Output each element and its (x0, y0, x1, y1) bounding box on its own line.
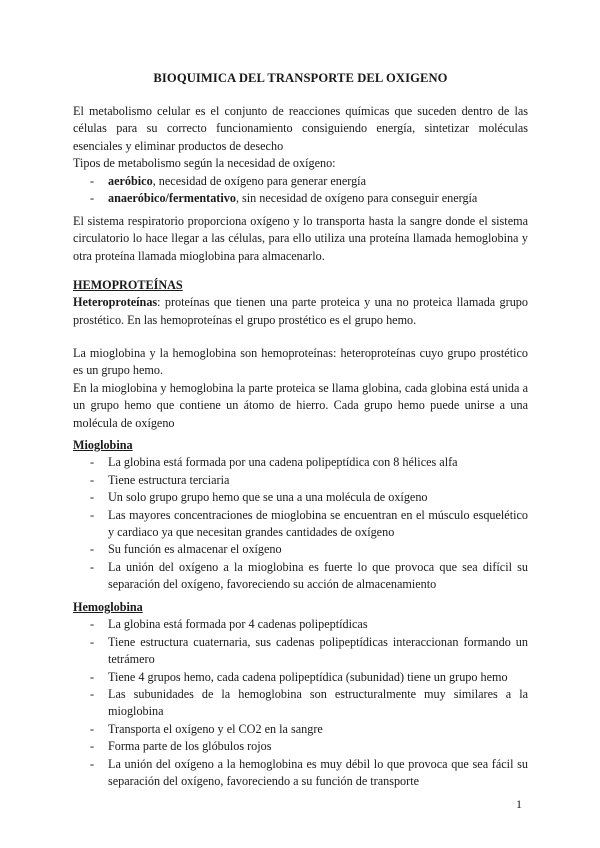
list-item-text: Tiene 4 grupos hemo, cada cadena polipeptídica (subunidad) tiene un grupo hemo (108, 669, 508, 684)
list-item (73, 454, 528, 471)
list-dash: - (90, 739, 95, 754)
heteroproteinas-definition (73, 294, 528, 329)
globina-paragraph: En la mioglobina y hemoglobina la parte proteica se llama globina, cada globina está unida a un grupo hemo que contiene un átomo de hierro. Cada grupo hemo puede unirse a una molécula de oxígeno (73, 380, 528, 430)
list-item (73, 489, 528, 506)
list-item (73, 756, 528, 791)
list-dash: - (90, 669, 95, 684)
list-dash: - (90, 617, 95, 632)
intro-paragraph: El metabolismo celular es el conjunto de reacciones químicas que suceden dentro de las células para su correcto funcionamiento consiguiendo energía, sintetizar moléculas esenciales y eliminar productos de desecho (73, 104, 528, 153)
list-item-text: La globina está formada por una cadena polipeptídica con 8 hélices alfa (108, 455, 458, 470)
list-dash: - (90, 687, 95, 702)
definition-term: Heteroproteínas (73, 295, 158, 310)
hemoproteinas-section (73, 277, 528, 329)
list-dash: - (90, 756, 95, 771)
intro-section (73, 103, 528, 207)
list-item (73, 559, 528, 594)
list-item-text: Un solo grupo grupo hemo que se una a una molécula de oxígeno (108, 490, 428, 505)
list-item-text: Las subunidades de la hemoglobina son estructuralmente muy similares a la mioglobina (108, 687, 528, 719)
list-item (73, 634, 528, 669)
hemoproteinas-paragraph: La mioglobina y la hemoglobina son hemoproteínas: heteroproteínas cuyo grupo prostético es un grupo hemo. (73, 346, 528, 378)
metabolism-types-list (73, 173, 528, 208)
list-item-text: Tiene estructura cuaternaria, sus cadenas polipeptídicas interaccionan formando un tetrámero (108, 634, 528, 667)
list-item (73, 738, 528, 755)
list-item (73, 472, 528, 489)
list-item-text: Su función es almacenar el oxígeno (108, 542, 282, 557)
list-item-text: La unión del oxígeno a la mioglobina es fuerte lo que provoca que sea difícil su separación del oxígeno, favoreciendo su acción de almacenamiento (108, 559, 528, 592)
list-item-text: Transporta el oxígeno y el CO2 en la sangre (108, 721, 323, 736)
list-dash: - (90, 721, 95, 736)
list-item (73, 616, 528, 633)
mioglobina-section (73, 437, 528, 594)
metabolism-types-heading: Tipos de metabolismo según la necesidad de oxígeno: (73, 156, 336, 171)
page-number: 1 (516, 797, 522, 811)
hemoglobina-section (73, 599, 528, 790)
list-item (73, 721, 528, 738)
list-dash: - (90, 191, 95, 206)
mioglobina-heading: Mioglobina (73, 438, 133, 452)
hemoproteinas-paragraphs (73, 345, 528, 432)
list-dash: - (90, 507, 95, 522)
hemoproteinas-heading: HEMOPROTEÍNAS (73, 278, 183, 292)
list-item-text: La globina está formada por 4 cadenas polipeptídicas (108, 617, 368, 632)
type-description: , sin necesidad de oxígeno para conseguir energía (235, 191, 478, 206)
list-dash: - (90, 490, 95, 505)
mioglobina-list (73, 454, 528, 593)
list-dash: - (90, 455, 95, 470)
respiratory-paragraph: El sistema respiratorio proporciona oxígeno y lo transporta hasta la sangre donde el sistema circulatorio lo hace llegar a las células, para ello utiliza una proteína llamada hemoglobina y otra proteína llamada mioglobina para almacenarlo. (73, 214, 528, 263)
hemoglobina-heading: Hemoglobina (73, 600, 143, 614)
type-term: aeróbico (108, 173, 153, 188)
list-item-text: Tiene estructura terciaria (108, 472, 230, 487)
list-item-text: Forma parte de los glóbulos rojos (108, 739, 272, 754)
list-item (73, 669, 528, 686)
list-item-text: La unión del oxígeno a la hemoglobina es muy débil lo que provoca que sea fácil su separación del oxígeno, favoreciendo a su función de transporte (108, 756, 528, 789)
list-dash: - (90, 472, 95, 487)
list-item-text: Las mayores concentraciones de mioglobina se encuentran en el músculo esquelético y cardiaco ya que necesitan grandes cantidades de oxígeno (108, 507, 528, 540)
document-title: BIOQUIMICA DEL TRANSPORTE DEL OXIGENO (153, 71, 448, 85)
type-term: anaeróbico/fermentativo (108, 191, 236, 206)
list-dash: - (90, 173, 95, 188)
list-dash: - (90, 542, 95, 557)
definition-text: : proteínas que tienen una parte proteica y una no proteica llamada grupo prostético. En las hemoproteínas el grupo prostético es el grupo hemo. (73, 295, 528, 327)
list-item (73, 686, 528, 721)
list-dash: - (90, 634, 95, 649)
respiratory-section (73, 213, 528, 265)
list-item (73, 541, 528, 558)
list-item (73, 190, 528, 207)
list-dash: - (90, 559, 95, 574)
hemoglobina-list (73, 616, 528, 790)
type-description: , necesidad de oxígeno para generar energía (152, 173, 366, 188)
list-item (73, 173, 528, 190)
list-item (73, 507, 528, 542)
